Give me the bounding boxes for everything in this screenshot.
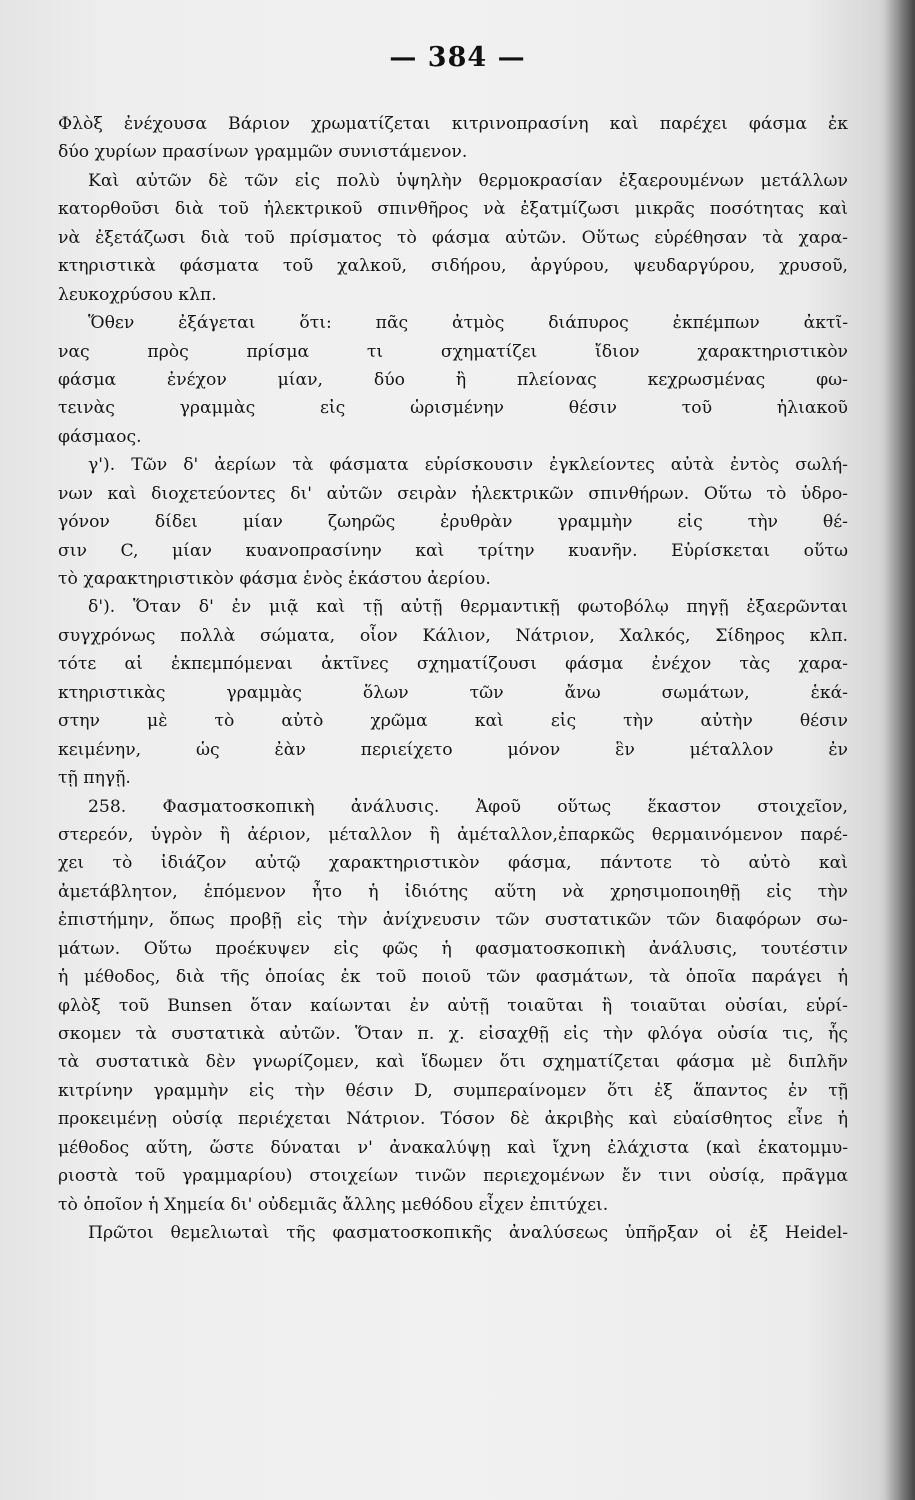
page-spine-shadow [885,0,915,1500]
text-line: τότε αἱ ἐκπεμπόμεναι ἀκτῖνες σχηματίζουσι φάσμα ἐνέχον τὰς χαρα- [58,654,848,675]
text-line: προκειμένῃ οὐσίᾳ περιέχεται Νάτριον. Τόσον δὲ ἀκριβὴς καὶ εὐαίσθητος εἶνε ἡ [58,1109,848,1130]
text-line: χει τὸ ἰδιάζον αὐτῷ χαρακτηριστικὸν φάσμα, πάντοτε τὸ αὐτὸ καὶ [58,853,848,874]
text-line: μέθοδος αὕτη, ὥστε δύναται ν' ἀνακαλύψῃ καὶ ἴχνη ἐλάχιστα (καὶ ἑκατομμυ- [58,1137,848,1158]
text-line: κειμένην, ὡς ἐὰν περιείχετο μόνον ἓν μέταλλον ἐν [58,739,848,760]
text-line: δύο χυρίων πρασίνων γραμμῶν συνιστάμενον. [58,142,468,163]
text-line: φάσμαος. [58,426,142,447]
text-line: συγχρόνως πολλὰ σώματα, οἷον Κάλιον, Νάτριον, Χαλκός, Σίδηρος κλπ. [58,625,848,646]
text-line: σιν C, μίαν κυανοπρασίνην καὶ τρίτην κυανῆν. Εὑρίσκεται οὕτω [58,540,848,561]
body-text [58,110,848,1248]
text-line: κτηριστικὰ φάσματα τοῦ χαλκοῦ, σιδήρου, ἀργύρου, ψευδαργύρου, χρυσοῦ, [58,256,848,277]
text-line: τὸ ὁποῖον ἡ Χημεία δι' οὐδεμιᾶς ἄλλης μεθόδου εἶχεν ἐπιτύχει. [58,1194,609,1215]
text-line: νὰ ἐξετάζωσι διὰ τοῦ πρίσματος τὸ φάσμα αὐτῶν. Οὕτως εὑρέθησαν τὰ χαρα- [58,227,848,248]
page-number: — 384 — [389,42,526,73]
text-line: λευκοχρύσου κλπ. [58,284,217,305]
text-line: μάτων. Οὕτω προέκυψεν εἰς φῶς ἡ φασματοσκοπικὴ ἀνάλυσις, τουτέστιν [58,938,848,959]
text-line: κτηριστικὰς γραμμὰς ὅλων τῶν ἄνω σωμάτων, ἑκά- [58,682,848,703]
text-line: ριοστὰ τοῦ γραμμαρίου) στοιχείων τινῶν περιεχομένων ἔν τινι οὐσίᾳ, πρᾶγμα [58,1166,848,1187]
text-line: στερεόν, ὑγρὸν ἢ ἀέριον, μέταλλον ἢ ἀμέταλλον,ἐπαρκῶς θερμαινόμενον παρέ- [58,824,848,845]
text-line: σκομεν τὰ συστατικὰ αὐτῶν. Ὅταν π. χ. εἰσαχθῇ εἰς τὴν φλόγα οὐσία τις, ἧς [58,1024,848,1044]
text-line: δ'). Ὅταν δ' ἐν μιᾷ καὶ τῇ αὐτῇ θερμαντικῇ φωτοβόλῳ πηγῇ ἐξαερῶνται [88,597,848,618]
text-line: ἡ μέθοδος, διὰ τῆς ὁποίας ἐκ τοῦ ποιοῦ τῶν φασμάτων, τὰ ὁποῖα παράγει ἡ [58,967,848,988]
text-line: Πρῶτοι θεμελιωταὶ τῆς φασματοσκοπικῆς ἀναλύσεως ὑπῆρξαν οἱ ἐξ Heidel- [88,1223,848,1244]
text-line: τῇ πηγῇ. [58,768,131,789]
text-line: κιτρίνην γραμμὴν εἰς τὴν θέσιν D, συμπεραίνομεν ὅτι ἐξ ἅπαντος ἐν τῇ [58,1080,848,1101]
text-line: φάσμα ἐνέχον μίαν, δύο ἢ πλείονας κεχρωσμένας φω- [58,369,848,390]
text-line: νας πρὸς πρίσμα τι σχηματίζει ἴδιον χαρακτηριστικὸν [58,341,848,362]
text-line: ἐπιστήμην, ὅπως προβῇ εἰς τὴν ἀνίχνευσιν τῶν συστατικῶν τῶν διαφόρων σω- [58,910,848,931]
text-line: Φλὸξ ἐνέχουσα Βάριον χρωματίζεται κιτρινοπρασίνη καὶ παρέχει φάσμα ἐκ [58,114,848,134]
text-line: κατορθοῦσι διὰ τοῦ ἠλεκτρικοῦ σπινθῆρος νὰ ἐξατμίζωσι μικρᾶς ποσότητας καὶ [58,199,848,220]
text-line: γόνον δίδει μίαν ζωηρῶς ἐρυθρὰν γραμμὴν εἰς τὴν θέ- [58,512,848,533]
text-line: γ'). Τῶν δ' ἀερίων τὰ φάσματα εὑρίσκουσιν ἐγκλείοντες αὐτὰ ἐντὸς σωλή- [88,455,848,476]
text-line: στην μὲ τὸ αὐτὸ χρῶμα καὶ εἰς τὴν αὐτὴν θέσιν [58,711,848,732]
text-line: φλὸξ τοῦ Bunsen ὅταν καίωνται ἐν αὐτῇ τοιαῦται ἢ τοιαῦται οὐσίαι, εὑρί- [58,995,848,1016]
text-line: Καὶ αὐτῶν δὲ τῶν εἰς πολὺ ὑψηλὴν θερμοκρασίαν ἐξαερουμένων μετάλλων [88,170,848,191]
text-line: ἀμετάβλητον, ἑπόμενον ἦτο ἡ ἰδιότης αὕτη νὰ χρησιμοποιηθῇ εἰς τὴν [58,881,848,902]
text-line: Ὅθεν ἐξάγεται ὅτι: πᾶς ἀτμὸς διάπυρος ἐκπέμπων ἀκτῖ- [88,313,848,334]
section-heading-line: 258. Φασματοσκοπικὴ ἀνάλυσις. Ἀφοῦ οὕτως ἕκαστον στοιχεῖον, [88,796,848,817]
text-line: νων καὶ διοχετεύοντες δι' αὐτῶν σειρὰν ἠλεκτρικῶν σπινθήρων. Οὕτω τὸ ὑδρο- [58,483,848,504]
text-line: τεινὰς γραμμὰς εἰς ὡρισμένην θέσιν τοῦ ἡλιακοῦ [58,398,848,419]
text-line: τὰ συστατικὰ δὲν γνωρίζομεν, καὶ ἴδωμεν ὅτι σχηματίζεται φάσμα μὲ διπλῆν [58,1052,848,1073]
text-line: τὸ χαρακτηριστικὸν φάσμα ἑνὸς ἑκάστου ἀερίου. [58,569,491,589]
